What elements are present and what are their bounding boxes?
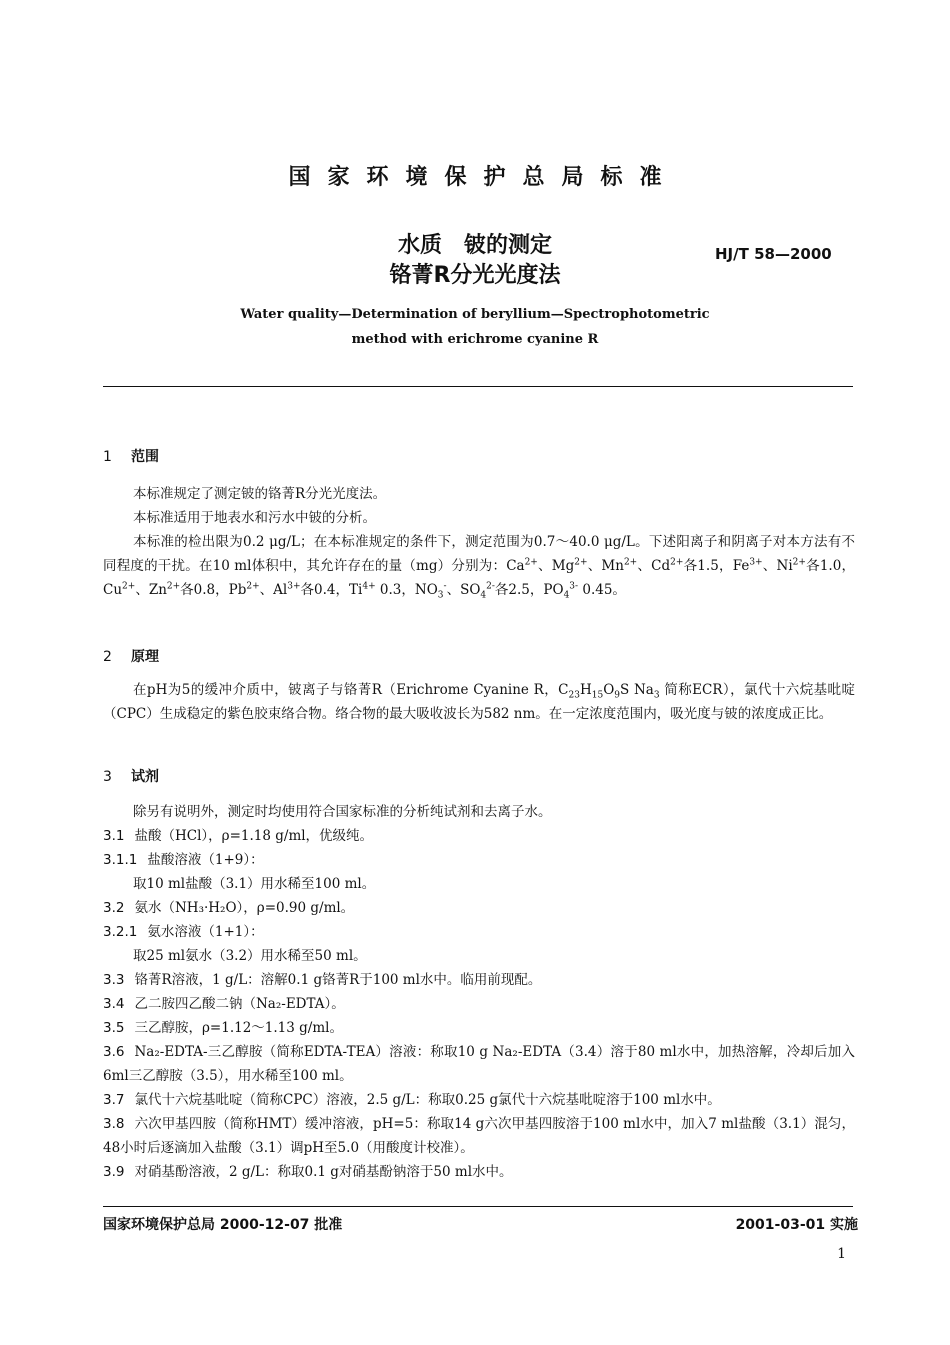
title-en-line2: method with erichrome cyanine R: [351, 332, 599, 347]
reagent-item: 3.3 铬菁R溶液，1 g/L：溶解0.1 g铬菁R于100 ml水中。临用前现配。: [103, 972, 542, 988]
reagent-item: 3.1.1 盐酸溶液（1+9）：: [103, 852, 264, 868]
section-1-title: 范围: [131, 449, 159, 465]
section-1-heading: [103, 446, 159, 466]
section-2-para-1: 在pH为5的缓冲介质中，铍离子与铬菁R（Erichrome Cyanine R，$C_{23}H_{15}O_9S$ $Na_3$ 简称ECR），氯代十六烷基吡啶（CPC）生成稳定的紫色胶束络合物。络合物的最大吸收波长为582 nm。在一定浓度范围内，吸光度与铍的浓度成正比。: [103, 682, 855, 722]
reagent-item: 取10 ml盐酸（3.1）用水稀至100 ml。: [133, 876, 376, 892]
section-2-number: 2: [103, 649, 112, 665]
reagent-item: 3.7 氯代十六烷基吡啶（简称CPC）溶液，2.5 g/L：称取0.25 g氯代十六烷基吡啶溶于100 ml水中。: [103, 1092, 721, 1108]
implementation-date: 2001-03-01 实施: [735, 1217, 858, 1233]
section-1-para-1: 本标准规定了测定铍的铬菁R分光光度法。: [133, 486, 387, 502]
reagent-item: 取25 ml氨水（3.2）用水稀至50 ml。: [133, 948, 367, 964]
section-1-para-2: 本标准适用于地表水和污水中铍的分析。: [133, 510, 376, 526]
title-en-line1: Water quality—Determination of beryllium—Spectrophotometric: [240, 307, 710, 322]
issuing-authority: 国家环境保护总局标准: [288, 165, 679, 190]
section-3-number: 3: [103, 769, 112, 785]
reagent-item: 3.4 乙二胺四乙酸二钠（Na₂-EDTA）。: [103, 996, 345, 1012]
section-1-number: 1: [103, 449, 112, 465]
reagent-item: 3.1 盐酸（HCl），ρ=1.18 g/ml，优级纯。: [103, 828, 374, 844]
page-number: 1: [837, 1246, 846, 1262]
footer-rule: [103, 1206, 853, 1207]
reagent-item: 3.2.1 氨水溶液（1+1）：: [103, 924, 264, 940]
header-rule: [103, 386, 853, 387]
reagent-item: 3.6 Na₂-EDTA-三乙醇胺（简称EDTA-TEA）溶液：称取10 g Na₂-EDTA（3.4）溶于80 ml水中，加热溶解，冷却后加入6ml三乙醇胺（3.5），用水稀至100 ml。: [103, 1044, 855, 1084]
approval-date: 国家环境保护总局 2000-12-07 批准: [103, 1217, 343, 1233]
reagent-item: 3.8 六次甲基四胺（简称HMT）缓冲溶液，pH=5：称取14 g六次甲基四胺溶于100 ml水中，加入7 ml盐酸（3.1）混匀，48小时后逐滴加入盐酸（3.1）调pH至5.0（用酸度计校准）。: [103, 1116, 855, 1156]
reagent-item: 3.9 对硝基酚溶液，2 g/L：称取0.1 g对硝基酚钠溶于50 ml水中。: [103, 1164, 513, 1180]
reagent-item: 3.2 氨水（NH₃·H₂O），ρ=0.90 g/ml。: [103, 900, 355, 916]
reagent-item: 3.5 三乙醇胺，ρ=1.12～1.13 g/ml。: [103, 1020, 343, 1036]
section-2-heading: [103, 646, 159, 666]
standard-code: HJ/T 58—2000: [715, 245, 832, 263]
section-3-title: 试剂: [131, 769, 159, 785]
title-cn-line2: 铬菁R分光光度法: [389, 263, 561, 288]
section-1-para-3: 本标准的检出限为0.2 μg/L；在本标准规定的条件下，测定范围为0.7～40.0 μg/L。下述阳离子和阴离子对本方法有不同程度的干扰。在10 ml体积中，其允许存在的量（mg）分别为：$Ca^{2+}$、$Mg^{2+}$、$Mn^{2+}$、$Cd^{2+}$各1.5，$Fe^{3+}$、$Ni^{2+}$各1.0，$Cu^{2+}$、$Zn^{2+}$各0.8，$Pb^{2+}$、$Al^{3+}$各0.4，$Ti^{4+}$ 0.3，$NO_3^-$、$SO_4^{2-}$各2.5，$PO_4^{3-}$ 0.45。: [103, 534, 855, 601]
section-1-para-3-text: 本标准的检出限为0.2 μg/L；在本标准规定的条件下，测定范围为0.7～40.0 μg/L。下述阳离子和阴离子对本方法有不同程度的干扰。在10 ml体积中，其允许存在的量（mg）分别为：: [103, 534, 855, 574]
section-3-intro: 除另有说明外，测定时均使用符合国家标准的分析纯试剂和去离子水。: [133, 804, 552, 820]
title-cn-line1: 水质 铍的测定: [397, 233, 552, 258]
section-3-heading: [103, 766, 159, 786]
section-2-title: 原理: [131, 649, 159, 665]
